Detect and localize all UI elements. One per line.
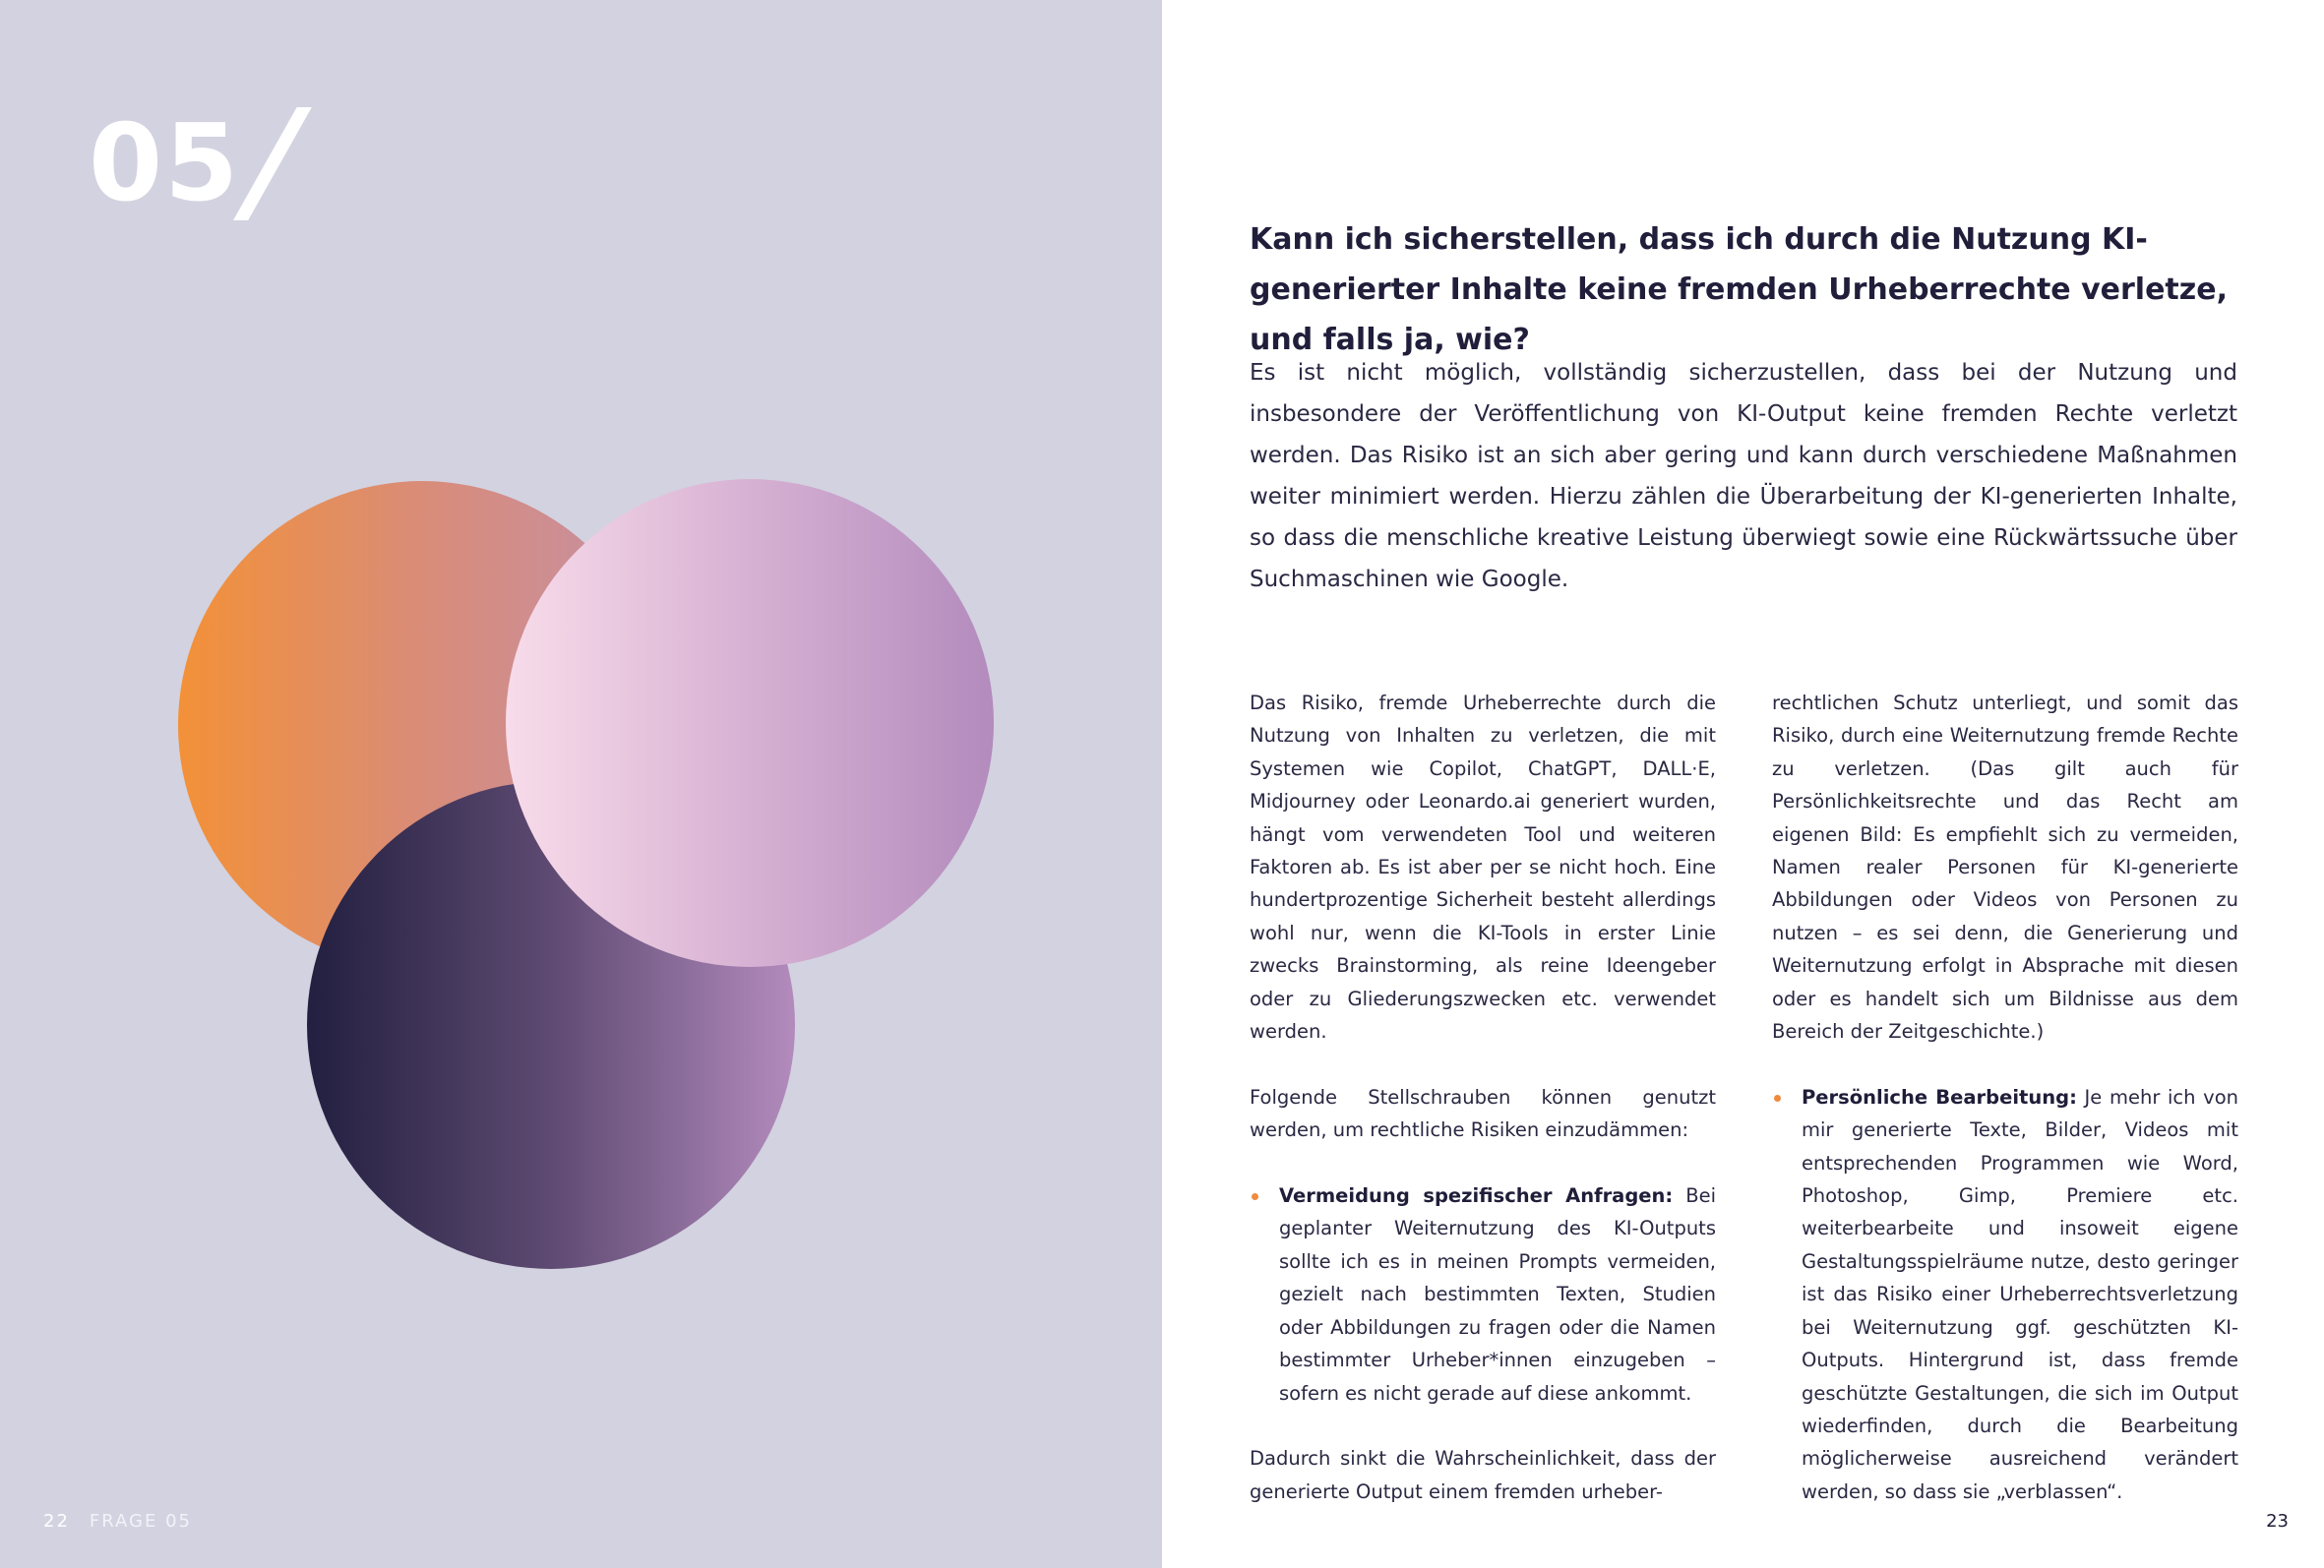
bullet-dot-icon xyxy=(1774,1095,1781,1102)
text-column-1 xyxy=(1250,687,1717,1503)
chapter-number-text: 05 xyxy=(89,102,241,225)
bullet-item-avoid-specific-requests xyxy=(1250,1179,1716,1410)
right-page-number: 23 xyxy=(2266,1511,2289,1532)
col2-paragraph-1: rechtlichen Schutz unterliegt, und somit das Risiko, durch eine Weiternutzung fremde Rechte zu verletzen. (Das gilt auch für Persönlichkeitsrechte und das Recht am eigenen Bild: Es empfiehlt sich zu vermeiden, Namen realer Personen für KI-generierte Abbildungen oder Videos von Personen zu nutzen – es sei denn, die Generierung und Weiternutzung erfolgt in Absprache mit diesen oder es handelt sich um Bildnisse aus dem Bereich der Zeitgeschichte.) xyxy=(1772,692,2238,1044)
pink-circle xyxy=(506,479,994,967)
bullet-text: Bei geplanter Weiternutzung des KI-Outputs sollte ich es in meinen Prompts vermeiden, gezielt nach bestimmten Texten, Studien oder Abbildungen zu fragen oder die Namen bestimmter Urheber*innen einzugeben – sofern es nicht gerade auf diese ankommt. xyxy=(1279,1184,1717,1405)
circles-illustration xyxy=(0,0,1162,1377)
answer-lead: Es ist nicht möglich, vollständig sicherzustellen, dass bei der Nutzung und insbesondere der Veröffentlichung von KI-Output keine fremden Rechte verletzt werden. Das Risiko ist an sich aber gering und kann durch verschiedene Maßnahmen weiter minimiert werden. Hierzu zählen die Überarbeitung der KI-generierten Inhalte, so dass die menschliche kreative Leistung überwiegt sowie eine Rückwärtssuche über Suchmaschinen wie Google. xyxy=(1250,360,2237,592)
bullet-text: Je mehr ich von mir generierte Texte, Bilder, Videos mit entsprechenden Programmen wie Word, Photoshop, Gimp, Premiere etc. weiterbearbeite und insoweit eigene Gestaltungsspielräume nutze, desto geringer ist das Risiko einer Urheberrechtsverletzung bei Weiternutzung ggf. geschützten KI-Outputs. Hintergrund ist, dass fremde geschützte Gestaltungen, die sich im Output wiederfinden, durch die Bearbeitung möglicherweise ausreichend verändert werden, so dass sie „verblassen“. xyxy=(1802,1085,2238,1503)
bullet-item-personal-editing xyxy=(1772,1081,2238,1508)
text-column-2 xyxy=(1772,687,2238,1503)
col1-paragraph-2: Folgende Stellschrauben können genutzt werden, um rechtliche Risiken einzudämmen: xyxy=(1250,1085,1716,1142)
question-heading: Kann ich sicherstellen, dass ich durch die Nutzung KI-generierter Inhalte keine fremden Urheberrechte verletze, und falls ja, wie? xyxy=(1250,222,2228,357)
bullet-dot-icon xyxy=(1252,1193,1258,1200)
bullet-title: Vermeidung spezifischer Anfragen: xyxy=(1279,1184,1674,1208)
chapter-slash: / xyxy=(228,81,321,241)
footer-section-label: FRAGE 05 xyxy=(89,1511,192,1532)
right-page xyxy=(1162,0,2324,1568)
col1-paragraph-3: Dadurch sinkt die Wahrscheinlichkeit, dass der generierte Output einem fremden urheber- xyxy=(1250,1447,1716,1503)
bullet-title: Persönliche Bearbeitung: xyxy=(1802,1085,2077,1109)
col1-paragraph-1: Das Risiko, fremde Urheberrechte durch die Nutzung von Inhalten zu verletzen, die mit Systemen wie Copilot, ChatGPT, DALL·E, Midjourney oder Leonardo.ai generiert wurden, hängt vom verwendeten Tool und weiteren Faktoren ab. Es ist aber per se nicht hoch. Eine hundertprozentige Sicherheit besteht allerdings wohl nur, wenn die KI-Tools in erster Linie zwecks Brainstorming, als reine Ideengeber oder zu Gliederungszwecken etc. verwendet werden. xyxy=(1250,692,1716,1044)
left-page-number: 22 xyxy=(43,1511,70,1532)
left-footer xyxy=(43,1511,192,1532)
